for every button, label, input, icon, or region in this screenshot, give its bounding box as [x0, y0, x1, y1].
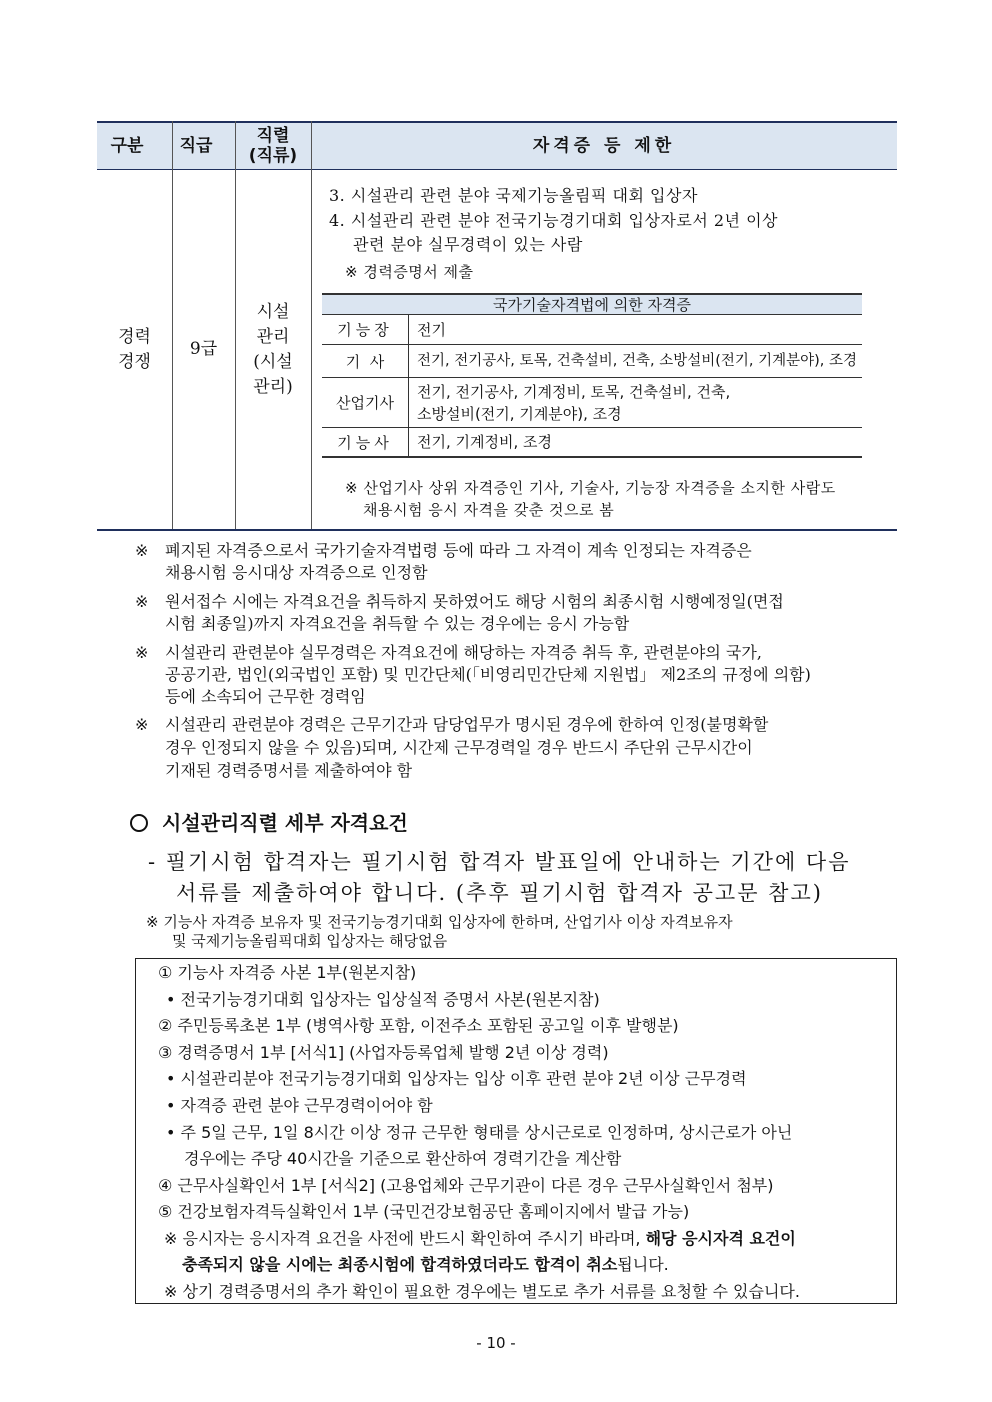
- document-item: ① 기능사 자격증 사본 1부(원본지참): [158, 963, 417, 982]
- section-note-line2: 및 국제기능올림픽대회 입상자는 해당없음: [172, 932, 448, 950]
- note-2-line2: 시험 최종일)까지 자격요건을 취득할 수 있는 경우에는 응시 가능함: [165, 614, 630, 633]
- certificate-level: 산업기사: [322, 378, 409, 427]
- note-4-line3: 기재된 경력증명서를 제출하여야 함: [165, 761, 413, 780]
- document-item: ④ 근무사실확인서 1부 [서식2] (고용업체와 근무기관이 다른 경우 근무사실확인서 첨부): [158, 1176, 774, 1195]
- section-title-text: 시설관리직렬 세부 자격요건: [162, 811, 408, 835]
- requirement-4-note: ※ 경력증명서 제출: [345, 263, 474, 281]
- circle-bullet-icon: [130, 814, 148, 832]
- warning-note-line2: [182, 1252, 669, 1278]
- certificate-note-line1: ※ 산업기사 상위 자격증인 기사, 기술사, 기능장 자격증을 소지한 사람도: [345, 479, 836, 497]
- header-grade: 직급: [179, 135, 213, 156]
- document-item: ③ 경력증명서 1부 [서식1] (사업자등록업체 발행 2년 이상 경력): [158, 1043, 609, 1062]
- certificate-note-line2: 채용시험 응시 자격을 갖춘 것으로 봄: [363, 501, 615, 519]
- certificate-level: 기 사: [322, 345, 409, 377]
- header-category: 구분: [110, 135, 144, 156]
- required-documents-box: [135, 958, 897, 1304]
- category-line1: 경력: [118, 326, 151, 347]
- note-mark: ※: [135, 643, 149, 662]
- certificate-row: [322, 378, 862, 428]
- section-title: [130, 807, 408, 836]
- certificate-fields: [417, 378, 858, 427]
- section-body-line1: - 필기시험 합격자는 필기시험 합격자 발표일에 안내하는 기간에 다음: [148, 850, 851, 874]
- note-4-line1: 시설관리 관련분야 경력은 근무기간과 담당업무가 명시된 경우에 한하여 인정(불명확할: [165, 715, 769, 734]
- cell-grade: 9급: [189, 339, 218, 359]
- series-line1: 시설: [256, 301, 290, 322]
- document-item: ② 주민등록초본 1부 (병역사항 포함, 이전주소 포함된 공고일 이후 발행분): [158, 1016, 679, 1035]
- header-series: [235, 121, 311, 170]
- certificate-level: 기능사: [322, 428, 409, 456]
- note-2-line1: 원서접수 시에는 자격요건을 취득하지 못하였어도 해당 시험의 최종시험 시행예정일(면접: [165, 592, 784, 611]
- certificate-fields-line1: 전기, 전기공사, 기계정비, 토목, 건축설비, 건축,: [417, 382, 731, 401]
- certificate-fields: 전기, 전기공사, 토목, 건축설비, 건축, 소방설비(전기, 기계분야), 조경: [417, 353, 858, 369]
- page-number: - 10 -: [476, 1334, 516, 1352]
- series-line4: 관리): [253, 376, 293, 397]
- section-note-line1: ※ 기능사 자격증 보유자 및 전국기능경기대회 입상자에 한하며, 산업기사 이상 자격보유자: [146, 913, 733, 931]
- note-1-line1: 폐지된 자격증으로서 국가기술자격법령 등에 따라 그 자격이 계속 인정되는 자격증은: [165, 541, 752, 560]
- cell-series: [235, 170, 311, 529]
- certificate-fields: 전기, 기계정비, 조경: [417, 433, 552, 451]
- table-bottom-border: [97, 529, 897, 531]
- certificate-table-caption: 국가기술자격법에 의한 자격증: [322, 293, 862, 315]
- certificate-fields-line2: 소방설비(전기, 기계분야), 조경: [417, 404, 622, 423]
- header-requirements: 자격증 등 제한: [532, 135, 676, 156]
- document-subitem: • 시설관리분야 전국기능경기대회 입상자는 입상 이후 관련 분야 2년 이상 근무경력: [166, 1069, 747, 1088]
- note-mark: ※: [135, 541, 149, 560]
- note-3-line1: 시설관리 관련분야 실무경력은 자격요건에 해당하는 자격증 취득 후, 관련분야의 국가,: [165, 643, 762, 662]
- note-1-line2: 채용시험 응시대상 자격증으로 인정함: [165, 563, 428, 582]
- warning-note-text: ※ 응시자는 응시자격 요건을 사전에 반드시 확인하여 주시기 바라며,: [164, 1229, 646, 1248]
- certificate-row: [322, 315, 862, 345]
- document-subitem: • 주 5일 근무, 1일 8시간 이상 정규 근무한 형태를 상시근로로 인정하며, 상시근로가 아닌: [166, 1123, 793, 1142]
- header-series-line1: 직렬: [256, 125, 290, 146]
- requirement-3: 3. 시설관리 관련 분야 국제기능올림픽 대회 입상자: [329, 186, 698, 205]
- header-series-line2: (직류): [248, 145, 298, 166]
- requirement-4-line2: 관련 분야 실무경력이 있는 사람: [353, 235, 583, 254]
- document-subitem-cont: 경우에는 주당 40시간을 기준으로 환산하여 경력기간을 계산함: [184, 1149, 622, 1168]
- warning-note-bold: 해당 응시자격 요건이: [645, 1229, 796, 1248]
- section-body-line2: 서류를 제출하여야 합니다. (추후 필기시험 합격자 공고문 참고): [176, 881, 823, 905]
- cell-category: [97, 170, 172, 529]
- document-subitem: • 자격증 관련 분야 근무경력이어야 함: [166, 1096, 433, 1115]
- series-line3: (시설: [253, 351, 293, 372]
- note-mark: ※: [135, 592, 149, 611]
- category-line2: 경쟁: [118, 351, 151, 372]
- note-3-line2: 공공기관, 법인(외국법인 포함) 및 민간단체(「비영리민간단체 지원법」 제2조의 규정에 의함): [165, 665, 811, 684]
- note-4-line2: 경우 인정되지 않을 수 있음)되며, 시간제 근무경력일 경우 반드시 주단위 근무시간이: [165, 738, 753, 757]
- warning-note-bold: 충족되지 않을 시에는 최종시험에 합격하였더라도 합격이 취소: [182, 1255, 618, 1274]
- additional-note: ※ 상기 경력증명서의 추가 확인이 필요한 경우에는 별도로 추가 서류를 요청할 수 있습니다.: [164, 1282, 800, 1301]
- note-mark: ※: [135, 715, 149, 734]
- certificate-row: [322, 345, 862, 378]
- note-3-line3: 등에 소속되어 근무한 경력임: [165, 687, 366, 706]
- header-category-cell: [97, 121, 172, 170]
- column-divider: [311, 121, 312, 529]
- document-item: ⑤ 건강보험자격득실확인서 1부 (국민건강보험공단 홈페이지에서 발급 가능): [158, 1202, 690, 1221]
- certificate-row: [322, 428, 862, 458]
- document-subitem: • 전국기능경기대회 입상자는 입상실적 증명서 사본(원본지참): [166, 990, 600, 1009]
- requirement-4-line1: 4. 시설관리 관련 분야 전국기능경기대회 입상자로서 2년 이상: [329, 211, 778, 230]
- certificate-fields: 전기: [417, 320, 446, 339]
- warning-note-line1: [164, 1226, 796, 1252]
- series-line2: 관리: [256, 326, 290, 347]
- warning-note-text: 됩니다.: [617, 1255, 669, 1274]
- certificate-level: 기능장: [322, 315, 409, 344]
